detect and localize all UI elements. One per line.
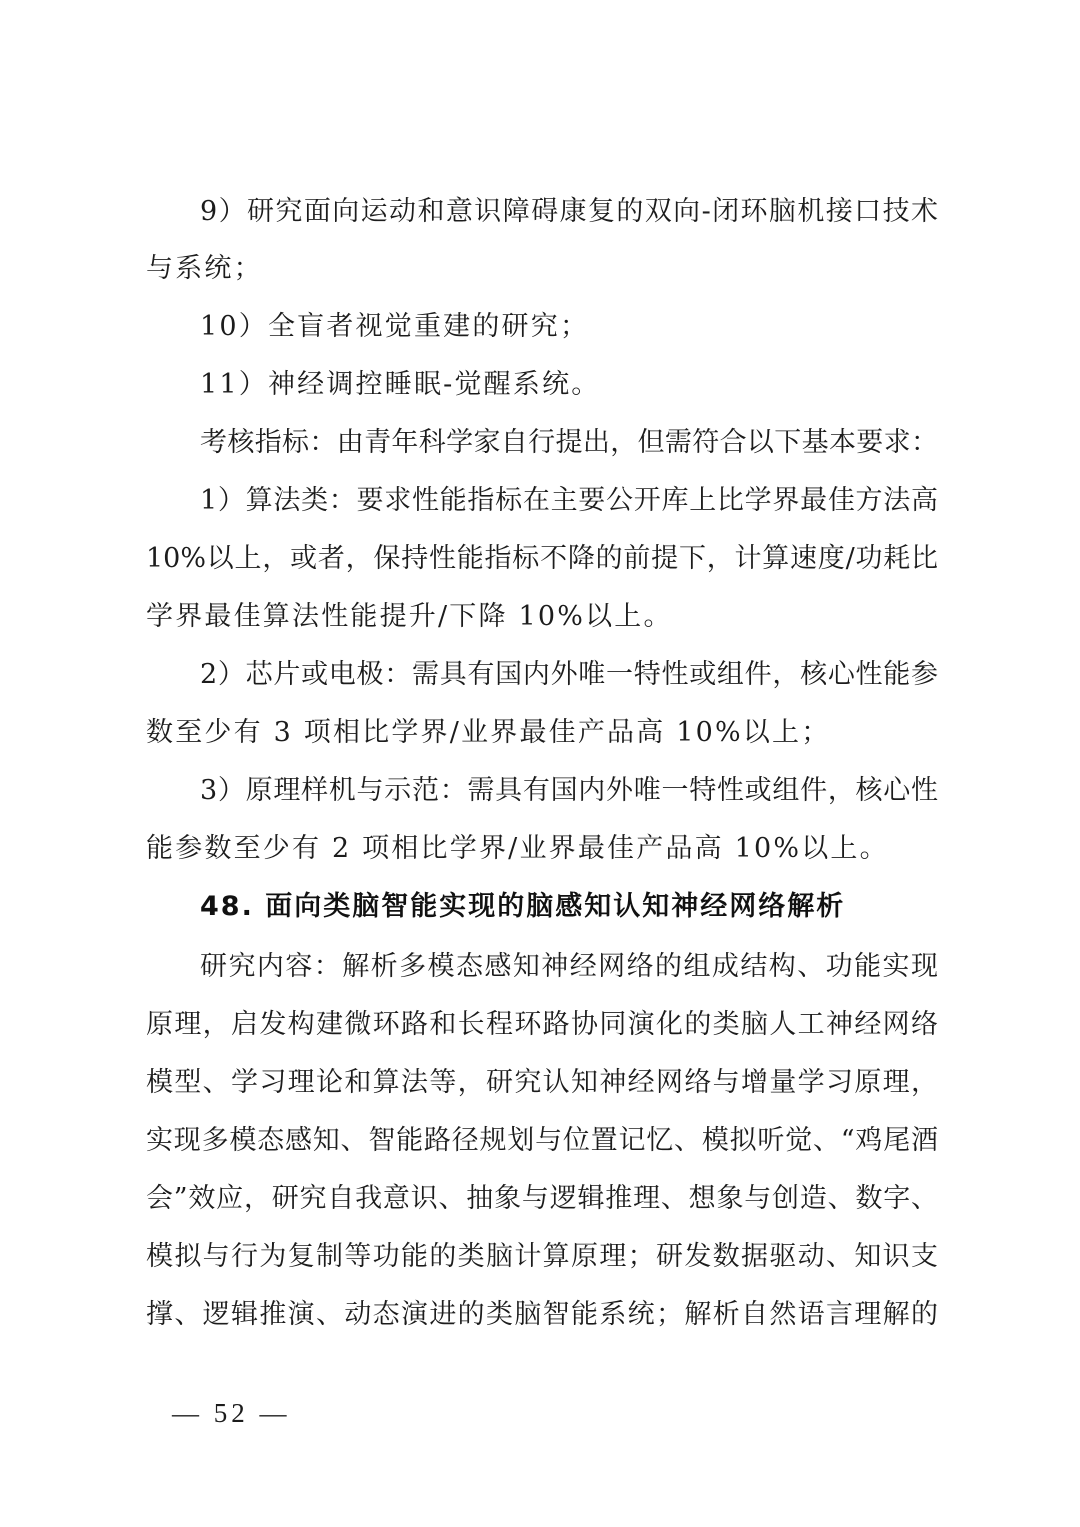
list-item-10: 10）全盲者视觉重建的研究； bbox=[200, 311, 590, 342]
criteria-item-1: 1）算法类：要求性能指标在主要公开库上比学界最佳方法高 bbox=[200, 485, 938, 516]
research-content-line-4: 实现多模态感知、智能路径规划与位置记忆、模拟听觉、“鸡尾酒 bbox=[146, 1125, 938, 1156]
research-content-line-7: 撑、逻辑推演、动态演进的类脑智能系统；解析自然语言理解的 bbox=[146, 1299, 938, 1330]
research-content-line-6: 模拟与行为复制等功能的类脑计算原理；研发数据驱动、知识支 bbox=[146, 1241, 938, 1272]
list-item-9: 9）研究面向运动和意识障碍康复的双向-闭环脑机接口技术 bbox=[200, 196, 938, 227]
criteria-item-1-continuation: 10%以上，或者，保持性能指标不降的前提下，计算速度/功耗比 bbox=[146, 543, 938, 574]
criteria-item-1-continuation-2: 学界最佳算法性能提升/下降 10%以上。 bbox=[146, 601, 673, 632]
research-content-line-5: 会”效应，研究自我意识、抽象与逻辑推理、想象与创造、数字、 bbox=[146, 1183, 938, 1214]
list-item-11: 11）神经调控睡眠-觉醒系统。 bbox=[200, 369, 601, 400]
section-heading-48: 48. 面向类脑智能实现的脑感知认知神经网络解析 bbox=[200, 891, 846, 922]
criteria-item-2: 2）芯片或电极：需具有国内外唯一特性或组件，核心性能参 bbox=[200, 659, 938, 690]
research-content-paragraph: 研究内容：解析多模态感知神经网络的组成结构、功能实现 bbox=[200, 951, 938, 982]
research-content-line-2: 原理，启发构建微环路和长程环路协同演化的类脑人工神经网络 bbox=[146, 1009, 938, 1040]
criteria-item-3: 3）原理样机与示范：需具有国内外唯一特性或组件，核心性 bbox=[200, 775, 938, 806]
page-number: — 52 — bbox=[172, 1398, 291, 1428]
assessment-criteria-intro: 考核指标：由青年科学家自行提出，但需符合以下基本要求： bbox=[200, 427, 938, 458]
criteria-item-2-continuation: 数至少有 3 项相比学界/业界最佳产品高 10%以上； bbox=[146, 717, 831, 748]
research-content-line-3: 模型、学习理论和算法等，研究认知神经网络与增量学习原理， bbox=[146, 1067, 938, 1098]
list-item-9-continuation: 与系统； bbox=[146, 253, 263, 284]
criteria-item-3-continuation: 能参数至少有 2 项相比学界/业界最佳产品高 10%以上。 bbox=[146, 833, 889, 864]
